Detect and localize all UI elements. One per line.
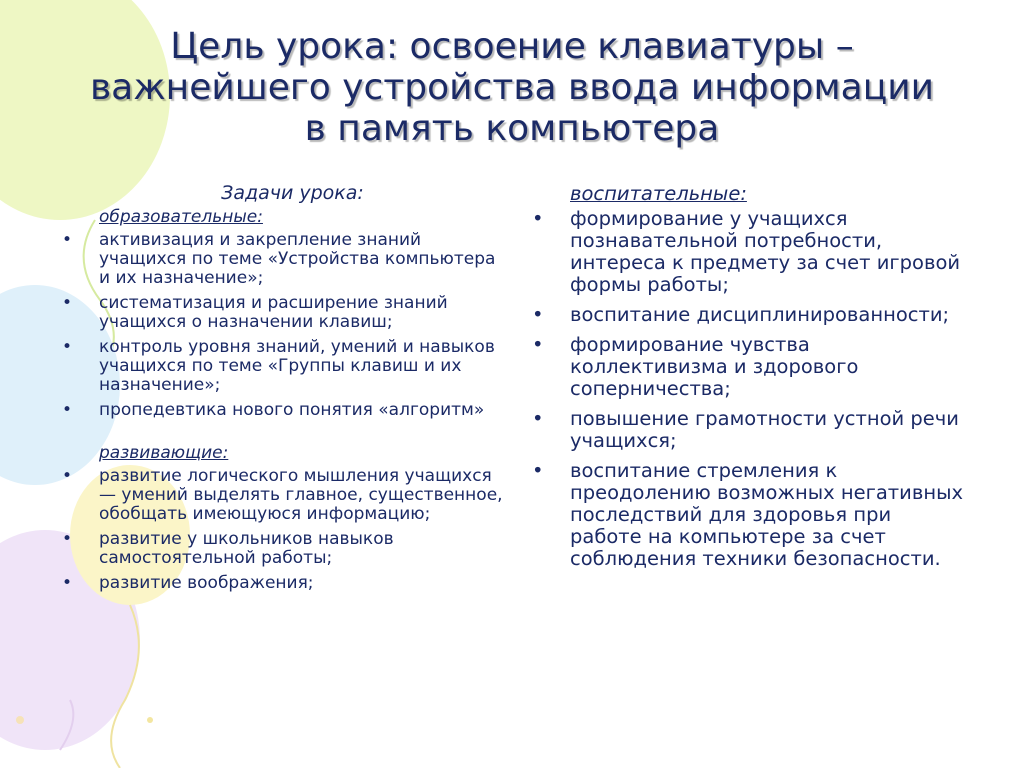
bullet-icon: • [62,337,73,357]
sparkle-dot [16,716,24,724]
lesson-tasks-heading: Задачи урока: [221,182,364,204]
developmental-category-label: развивающие: [99,443,229,463]
slide-title: Цель урока: освоение клавиатуры – важнейшего устройства ввода информации в память компьютера [89,26,935,149]
list-item: • развитие логического мышления учащихся — умений выделять главное, существенное, обобщать имеющуюся информацию; [62,466,503,524]
sparkle-dot [147,717,153,723]
list-item: • формирование чувства коллективизма и здорового соперничества; [532,333,859,400]
list-item: • пропедевтика нового понятия «алгоритм» [62,400,485,420]
bullet-icon: • [532,459,544,482]
bullet-icon: • [532,303,544,326]
bullet-icon: • [532,333,544,356]
bullet-icon: • [62,529,73,549]
bullet-icon: • [62,573,73,593]
developmental-list [62,467,507,593]
list-item: • воспитание дисциплинированности; [532,303,950,326]
bullet-icon: • [62,400,73,420]
educational-list [62,231,507,420]
bullet-icon: • [62,293,73,313]
list-item: • контроль уровня знаний, умений и навыков учащихся по теме «Группы клавиш и их назначение»; [62,337,495,395]
left-column [62,181,507,599]
list-item: • повышение грамотности устной речи учащихся; [532,407,959,452]
list-item: • развитие у школьников навыков самостоятельной работы; [62,529,394,568]
bullet-icon: • [62,466,73,486]
list-item: • формирование у учащихся познавательной потребности, интереса к предмету за счет игровой формы работы; [532,207,961,296]
upbringing-category-label: воспитательные: [570,182,747,205]
upbringing-list [528,208,968,570]
list-item: • активизация и закрепление знаний учащихся по теме «Устройства компьютера и их назначение»; [62,230,496,288]
educational-category-label: образовательные: [99,207,263,227]
list-item: • систематизация и расширение знаний учащихся о назначении клавиш; [62,293,448,332]
list-item: • развитие воображения; [62,573,314,593]
bullet-icon: • [532,407,544,430]
right-column [528,183,968,578]
bullet-icon: • [532,207,544,230]
list-item: • воспитание стремления к преодолению возможных негативных последствий для здоровья при работе на компьютере за счет соблюдения техники безопасности. [532,459,963,570]
bullet-icon: • [62,230,73,250]
